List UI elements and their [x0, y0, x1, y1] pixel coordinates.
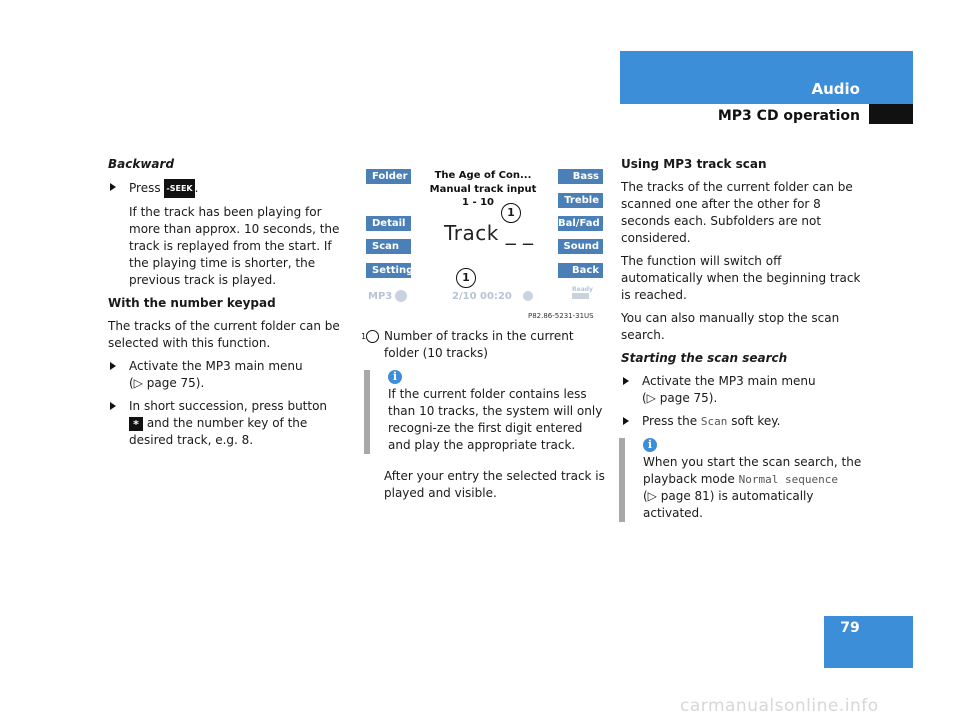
info-note-middle — [364, 370, 606, 454]
step-press-star — [108, 398, 344, 449]
screen-status-time: 2/10 00:20 — [452, 291, 512, 302]
callout-1-track: 1 — [456, 268, 476, 288]
screen-button-setting: Setting — [366, 263, 411, 278]
scan-info-text: When you start the scan search, the playback mode — [643, 455, 862, 486]
column-right — [621, 156, 863, 536]
press-end: . — [194, 181, 199, 195]
scan-step2-text: Press the — [642, 414, 698, 428]
info-text: If the current folder contains less than 10 tracks, the system will only recogni-ze the first digit entered and play the appropriate track. — [388, 387, 603, 452]
scan-step1-page-ref: (▷ page 75). — [642, 391, 718, 405]
screen-track-entry: Track _ _ — [444, 221, 534, 245]
column-left — [108, 156, 344, 455]
screen-button-bass: Bass — [558, 169, 603, 184]
step-press-scan — [621, 413, 863, 430]
info-icon: i — [643, 438, 657, 452]
watermark: carmanualsonline.info — [680, 696, 879, 716]
scan-text-2: The function will switch off automatically when the beginning track is reached. — [621, 254, 861, 302]
seek-key-icon: -SEEK — [164, 179, 194, 198]
scan-info-text-end: (▷ page 81) is automatically activated. — [643, 489, 814, 520]
step1-text: Activate the MP3 main menu — [129, 359, 303, 373]
screen-button-sound: Sound — [558, 239, 603, 254]
screen-line-title: The Age of Con... — [434, 170, 532, 181]
screen-button-balfad: Bal/Fad — [558, 216, 603, 231]
step2-text-end: and the number key of the desired track, e.g. 8. — [129, 416, 308, 447]
scan-text-1: The tracks of the current folder can be scanned one after the other for 8 seconds each. Subfolders are not considered. — [621, 180, 853, 245]
screen-button-detail: Detail — [366, 216, 411, 231]
info-note-right — [619, 438, 863, 522]
section-header-band — [620, 51, 913, 104]
legend-number: 1 — [366, 330, 379, 343]
playback-icon — [523, 291, 533, 301]
section-title: Audio — [811, 80, 860, 98]
page-number: 79 — [840, 620, 860, 636]
keypad-text: The tracks of the current folder can be selected with this function. — [108, 319, 340, 350]
backward-heading: Backward — [108, 157, 175, 171]
step-press-seek — [108, 179, 344, 198]
after-entry-text: After your entry the selected track is played and visible. — [384, 469, 605, 500]
scan-text-3: You can also manually stop the scan search. — [621, 311, 840, 342]
scan-info-mode: Normal sequence — [738, 473, 838, 486]
star-key-icon: * — [129, 417, 143, 431]
column-middle — [360, 328, 606, 508]
step-activate-menu-scan — [621, 373, 863, 407]
screen-line-range: 1 - 10 — [462, 197, 494, 208]
screen-status-ready: Ready — [572, 286, 593, 293]
screen-button-folder: Folder — [366, 169, 411, 184]
scan-subheading: Starting the scan search — [621, 351, 788, 365]
backward-text: If the track has been playing for more than approx. 10 seconds, the track is replayed from the start. If the playing time is shorter, the previous track is played. — [129, 205, 340, 287]
step2-text: In short succession, press button — [129, 399, 328, 413]
screen-button-scan: Scan — [366, 239, 411, 254]
scan-step1-text: Activate the MP3 main menu — [642, 374, 816, 388]
scan-step2-text-end: soft key. — [731, 414, 781, 428]
header-marker — [869, 104, 913, 124]
signal-bars-icon — [572, 293, 600, 299]
scan-softkey-label: Scan — [700, 415, 728, 428]
screen-button-treble: Treble — [558, 193, 603, 208]
screen-line-mode: Manual track input — [429, 184, 537, 195]
screen-status-mp3: MP3 — [368, 291, 393, 302]
keypad-heading: With the number keypad — [108, 296, 276, 310]
step1-page-ref: (▷ page 75). — [129, 376, 205, 390]
info-icon: i — [388, 370, 402, 384]
legend-item — [360, 328, 606, 362]
legend-text: Number of tracks in the current folder (10 tracks) — [384, 329, 574, 360]
cd-icon — [395, 290, 407, 302]
step-activate-menu — [108, 358, 344, 392]
callout-1-range: 1 — [501, 203, 521, 223]
scan-heading: Using MP3 track scan — [621, 157, 767, 171]
section-subtitle: MP3 CD operation — [717, 108, 860, 124]
screen-button-back: Back — [558, 263, 603, 278]
figure-code: P82.86-5231-31US — [528, 312, 594, 320]
press-label: Press — [129, 181, 161, 195]
